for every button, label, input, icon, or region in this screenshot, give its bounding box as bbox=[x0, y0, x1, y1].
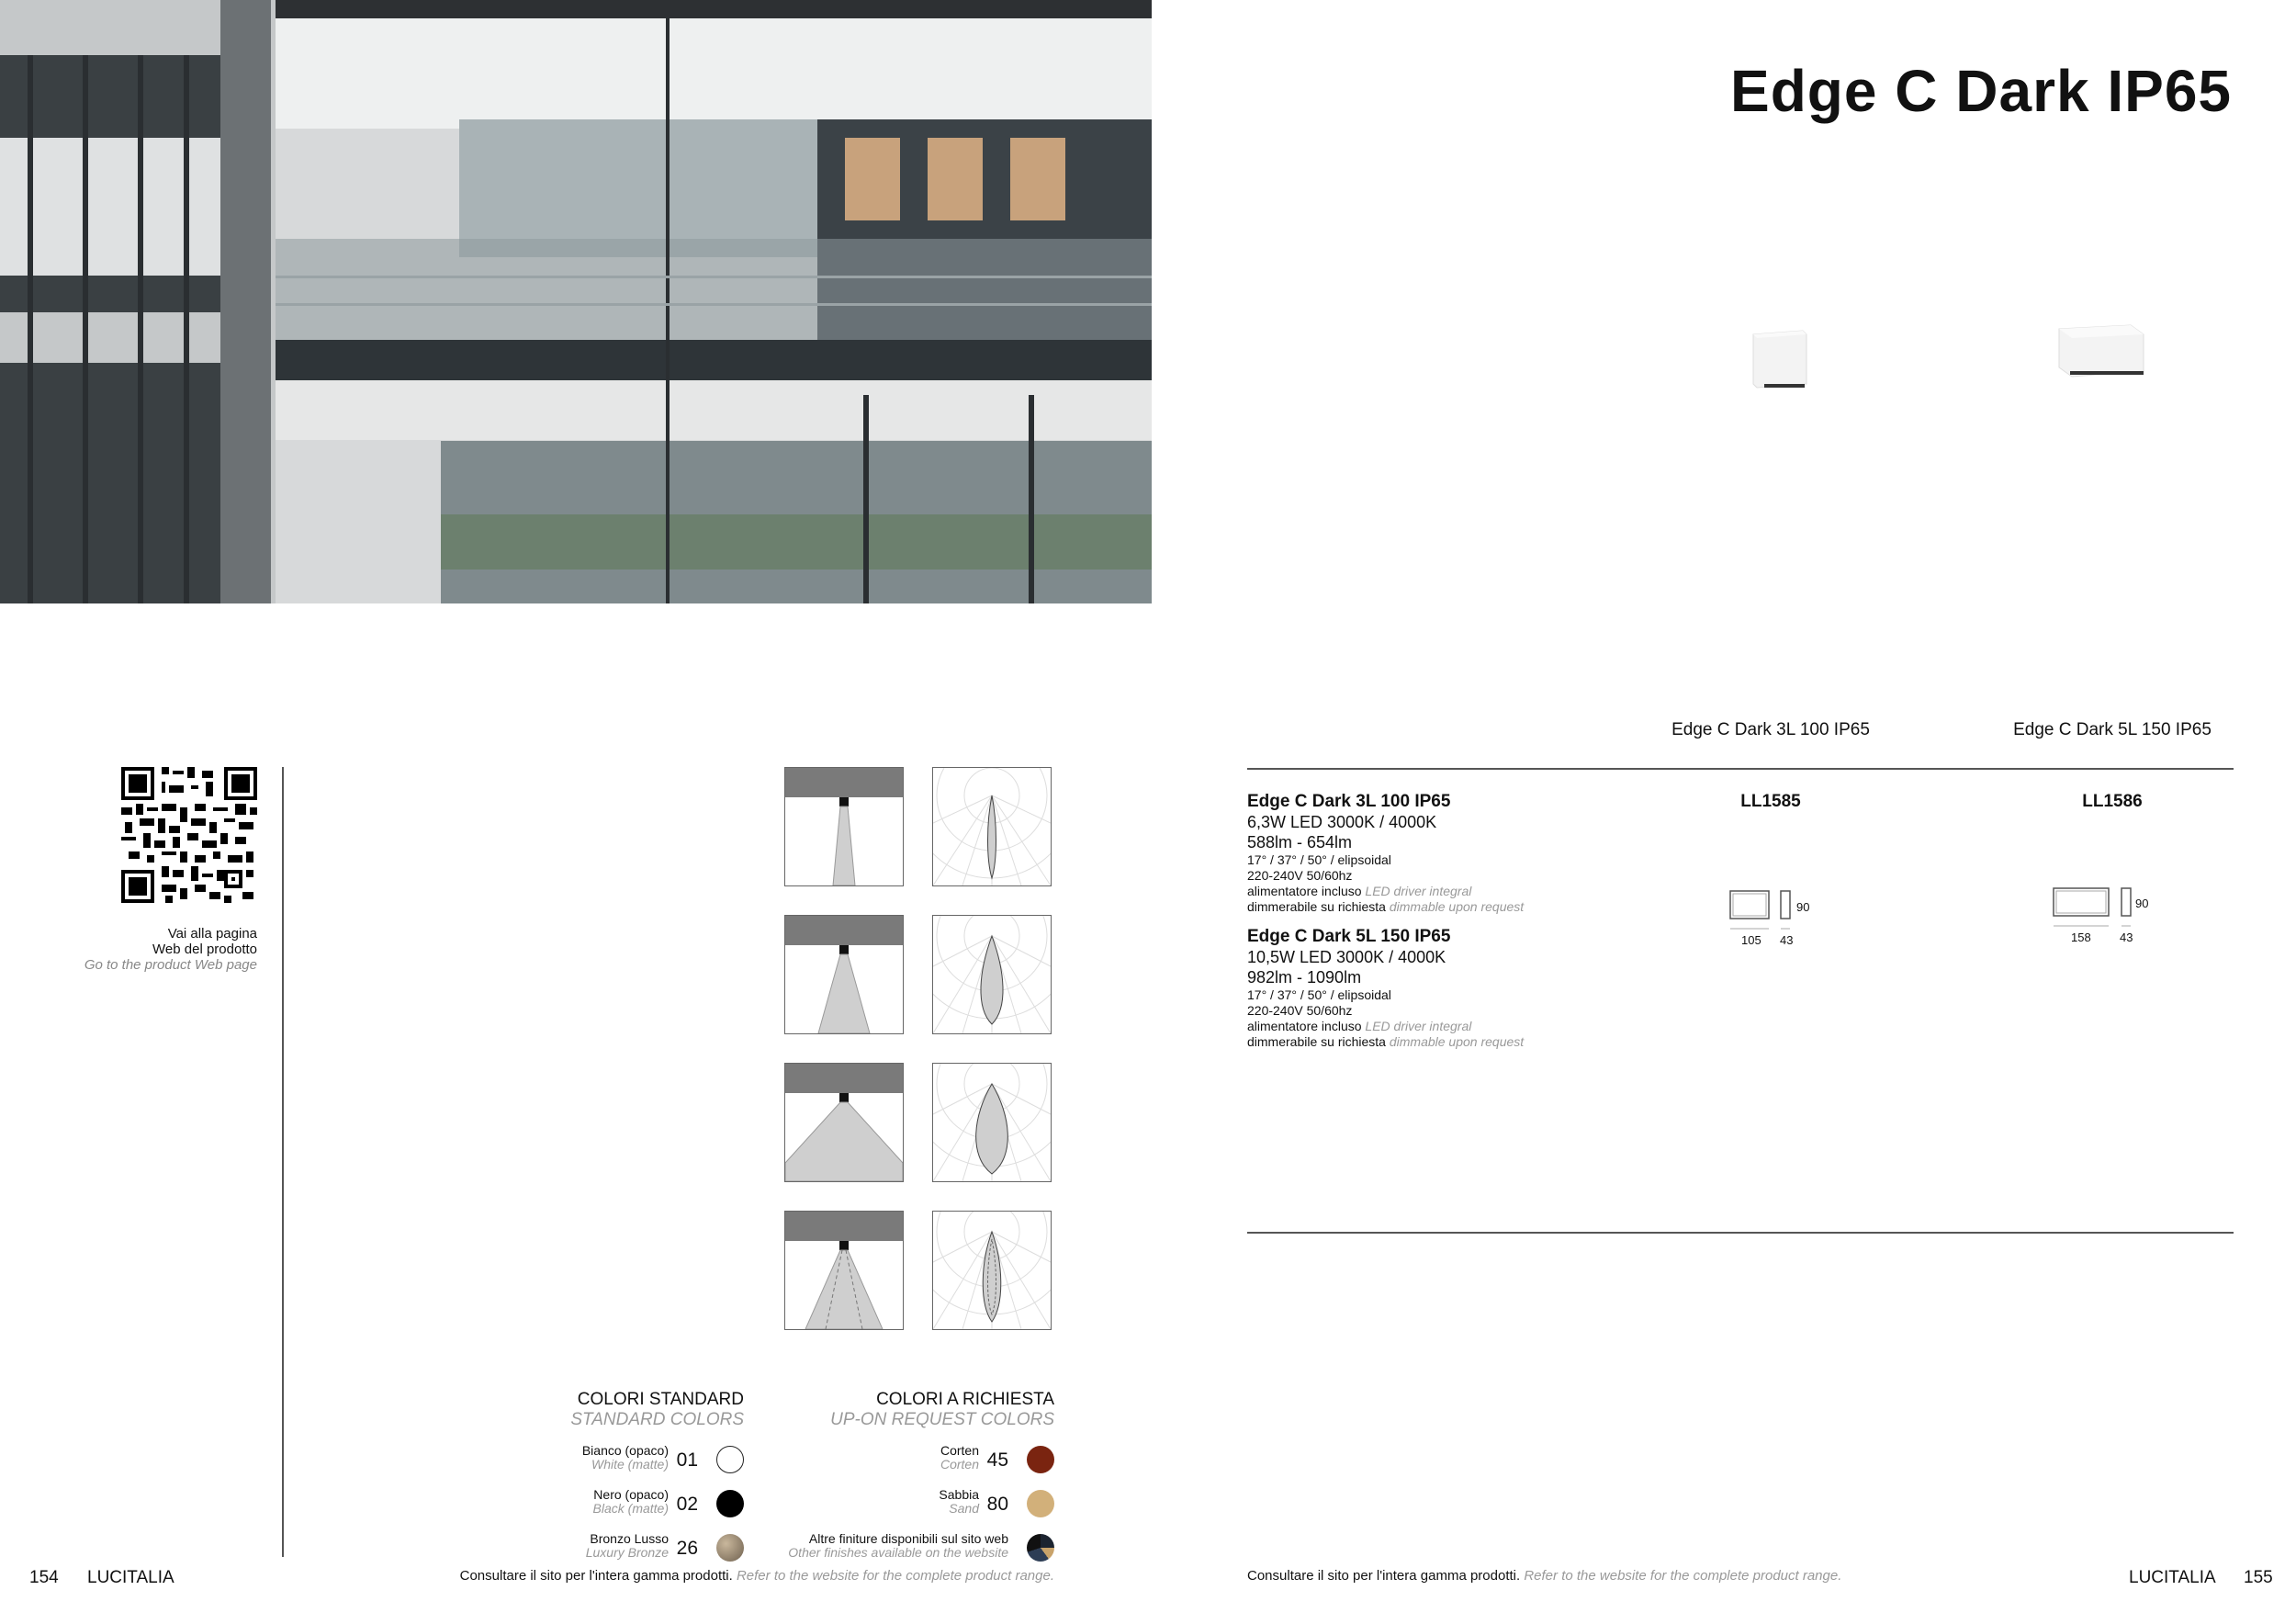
color-swatch-black bbox=[716, 1490, 744, 1517]
polar-curve-37 bbox=[932, 915, 1052, 1034]
spec-product-name: Edge C Dark 3L 100 IP65 bbox=[1247, 792, 1451, 811]
request-colors-heading bbox=[779, 1390, 1054, 1430]
spec-lumen: 982lm - 1090lm bbox=[1247, 968, 1362, 987]
color-code: 01 bbox=[676, 1449, 698, 1471]
polar-curve-17 bbox=[932, 767, 1052, 886]
atrium-illustration bbox=[0, 0, 1152, 603]
interior-photo bbox=[0, 0, 1152, 603]
dim-height-3l: 90 bbox=[1796, 900, 1810, 914]
color-label-en: Sand bbox=[949, 1501, 979, 1516]
spec-driver-en: LED driver integral bbox=[1365, 884, 1472, 898]
color-label: Altre finiture disponibili sul sito web bbox=[808, 1531, 1008, 1546]
color-row-01[interactable] bbox=[514, 1444, 744, 1481]
qr-code[interactable] bbox=[121, 767, 257, 903]
color-row-02[interactable] bbox=[514, 1488, 744, 1525]
table-bottom-rule bbox=[1247, 1232, 2234, 1234]
spec-block-5l bbox=[1247, 927, 1651, 1050]
dim-width-3l: 105 bbox=[1741, 933, 1761, 947]
beam-section-17 bbox=[784, 767, 904, 886]
spec-optics: 17° / 37° / 50° / elipsoidal bbox=[1247, 852, 1391, 867]
color-row-80[interactable] bbox=[779, 1488, 1054, 1525]
color-row-26[interactable] bbox=[514, 1532, 744, 1569]
polar-curve-50 bbox=[932, 1063, 1052, 1182]
spec-voltage: 220-240V 50/60hz bbox=[1247, 1003, 1353, 1018]
vertical-divider bbox=[282, 767, 284, 1557]
color-label-en: White (matte) bbox=[591, 1457, 669, 1472]
spec-dimm bbox=[1247, 899, 1651, 915]
standard-colors-title-en: STANDARD COLORS bbox=[570, 1410, 744, 1429]
standard-colors-heading bbox=[514, 1390, 744, 1430]
color-label-en: Other finishes available on the website bbox=[788, 1545, 1008, 1560]
brand-left: LUCITALIA bbox=[87, 1568, 174, 1587]
spec-dimm-it: dimmerabile su richiesta bbox=[1247, 1034, 1386, 1049]
page-number-right: 155 bbox=[2244, 1568, 2273, 1587]
color-label-en: Corten bbox=[940, 1457, 979, 1472]
standard-colors-title: COLORI STANDARD bbox=[577, 1390, 744, 1409]
beam-section-elliptical bbox=[784, 1211, 904, 1330]
spec-product-name: Edge C Dark 5L 150 IP65 bbox=[1247, 927, 1451, 946]
spec-dimm-en: dimmable upon request bbox=[1389, 1034, 1525, 1049]
footer-note-it: Consultare il sito per l'intera gamma prodotti. bbox=[1247, 1568, 1521, 1584]
color-row-other[interactable] bbox=[779, 1532, 1054, 1569]
footer-note-right bbox=[1247, 1568, 1841, 1584]
spec-power: 6,3W LED 3000K / 4000K bbox=[1247, 813, 1437, 831]
spec-optics: 17° / 37° / 50° / elipsoidal bbox=[1247, 987, 1391, 1002]
footer-note-it: Consultare il sito per l'intera gamma prodotti. bbox=[459, 1568, 733, 1584]
dim-depth-5l: 43 bbox=[2120, 930, 2133, 944]
table-top-rule bbox=[1247, 768, 2234, 770]
color-code: 80 bbox=[986, 1494, 1008, 1515]
color-label: Sabbia bbox=[939, 1487, 979, 1502]
color-label: Corten bbox=[940, 1443, 979, 1458]
spec-driver-it: alimentatore incluso bbox=[1247, 884, 1362, 898]
product-code-5l[interactable]: LL1586 bbox=[2082, 792, 2143, 811]
dim-height-5l: 90 bbox=[2135, 897, 2149, 910]
color-label-en: Luxury Bronze bbox=[585, 1545, 669, 1560]
dim-depth-3l: 43 bbox=[1780, 933, 1794, 947]
qr-code-image bbox=[121, 767, 257, 903]
product-code-3l[interactable]: LL1585 bbox=[1740, 792, 1801, 811]
spec-power: 10,5W LED 3000K / 4000K bbox=[1247, 948, 1446, 966]
page-number-left: 154 bbox=[29, 1568, 59, 1587]
beam-section-50 bbox=[784, 1063, 904, 1182]
qr-caption bbox=[55, 926, 257, 973]
spec-dimm bbox=[1247, 1034, 1651, 1050]
spec-block-3l bbox=[1247, 792, 1651, 915]
color-code: 02 bbox=[676, 1494, 698, 1515]
qr-caption-line3: Go to the product Web page bbox=[84, 957, 257, 973]
spec-driver-en: LED driver integral bbox=[1365, 1019, 1472, 1033]
request-colors-title: COLORI A RICHIESTA bbox=[876, 1390, 1054, 1409]
color-row-45[interactable] bbox=[779, 1444, 1054, 1481]
product-image-3l bbox=[1750, 329, 1810, 391]
brand-right: LUCITALIA bbox=[2129, 1568, 2216, 1587]
color-code: 26 bbox=[676, 1538, 698, 1559]
dim-width-5l: 158 bbox=[2071, 930, 2091, 944]
spec-driver bbox=[1247, 1019, 1651, 1034]
column-header-3l: Edge C Dark 3L 100 IP65 bbox=[1671, 720, 1870, 739]
color-swatch-corten bbox=[1027, 1446, 1054, 1473]
color-swatch-sand bbox=[1027, 1490, 1054, 1517]
color-label: Nero (opaco) bbox=[593, 1487, 669, 1502]
footer-note-left bbox=[460, 1568, 1054, 1584]
spec-driver-it: alimentatore incluso bbox=[1247, 1019, 1362, 1033]
page-title: Edge C Dark IP65 bbox=[1730, 58, 2232, 124]
spec-driver bbox=[1247, 884, 1651, 899]
color-code: 45 bbox=[986, 1449, 1008, 1471]
polar-curve-elliptical bbox=[932, 1211, 1052, 1330]
color-swatch-white bbox=[716, 1446, 744, 1473]
color-swatch-other bbox=[1027, 1534, 1054, 1562]
dimension-drawing-5l bbox=[2050, 884, 2160, 948]
spec-dimm-it: dimmerabile su richiesta bbox=[1247, 899, 1386, 914]
spec-dimm-en: dimmable upon request bbox=[1389, 899, 1525, 914]
request-colors-title-en: UP-ON REQUEST COLORS bbox=[830, 1410, 1054, 1429]
color-label: Bianco (opaco) bbox=[581, 1443, 669, 1458]
beam-section-37 bbox=[784, 915, 904, 1034]
qr-caption-line2: Web del prodotto bbox=[152, 942, 257, 957]
color-swatch-bronze bbox=[716, 1534, 744, 1562]
qr-caption-line1: Vai alla pagina bbox=[167, 926, 257, 942]
spec-voltage: 220-240V 50/60hz bbox=[1247, 868, 1353, 883]
column-header-5l: Edge C Dark 5L 150 IP65 bbox=[2013, 720, 2212, 739]
product-image-5l bbox=[2057, 323, 2145, 378]
spec-lumen: 588lm - 654lm bbox=[1247, 833, 1353, 851]
footer-note-en: Refer to the website for the complete product range. bbox=[1524, 1568, 1842, 1584]
footer-note-en: Refer to the website for the complete product range. bbox=[736, 1568, 1054, 1584]
color-label: Bronzo Lusso bbox=[590, 1531, 669, 1546]
color-label-en: Black (matte) bbox=[592, 1501, 669, 1516]
